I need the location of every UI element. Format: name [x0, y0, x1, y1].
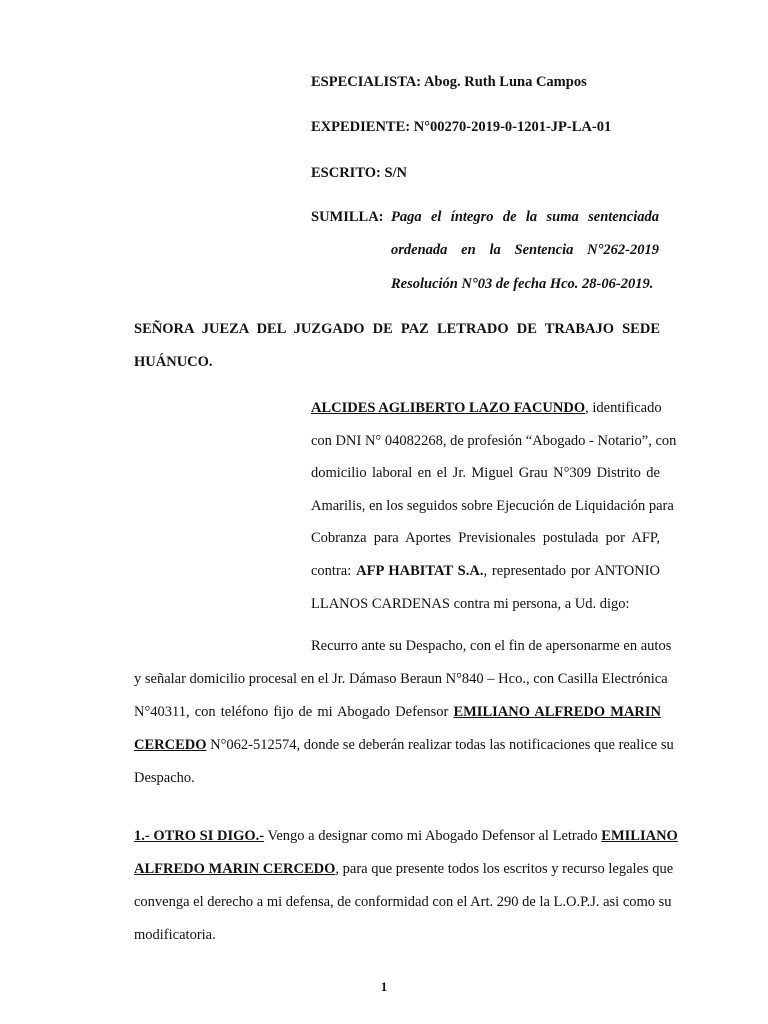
expediente-line: EXPEDIENTE: N°00270-2019-0-1201-JP-LA-01 — [311, 119, 612, 135]
sumilla-line-3: Resolución N°03 de fecha Hco. 28-06-2019. — [391, 276, 654, 292]
sumilla-label: SUMILLA: — [311, 209, 384, 225]
body-line-4-rest: N°062-512574, donde se deberán realizar todas las notificaciones que realice su — [206, 737, 674, 753]
petitioner-name: ALCIDES AGLIBERTO LAZO FACUNDO — [311, 400, 586, 416]
especialista-line: ESPECIALISTA: Abog. Ruth Luna Campos — [311, 74, 587, 90]
addressee-line-2: HUÁNUCO. — [134, 354, 213, 370]
body-line-3 — [134, 704, 661, 721]
page-number: 1 — [380, 979, 388, 994]
intro-line-5: Cobranza para Aportes Previsionales postulada por AFP, — [311, 530, 660, 546]
intro-line-3: domicilio laboral en el Jr. Miguel Grau N°309 Distrito de — [311, 465, 660, 481]
otrosi-lawyer-name-part-1: EMILIANO — [601, 828, 678, 844]
otrosi-line-1-rest: Vengo a designar como mi Abogado Defensor al Letrado — [264, 828, 602, 844]
sumilla-line-1: Paga el íntegro de la suma sentenciada — [391, 209, 659, 225]
otrosi-line-1 — [134, 828, 678, 845]
otrosi-line-2-rest: , para que presente todos los escritos y recurso legales que — [335, 861, 674, 877]
body-line-5: Despacho. — [134, 770, 195, 786]
intro-line-1 — [311, 400, 660, 417]
intro-line-1-rest: , identificado — [585, 400, 662, 416]
otrosi-lawyer-name-part-2: ALFREDO MARIN CERCEDO — [134, 861, 336, 877]
intro-line-2: con DNI N° 04082268, de profesión “Abogado - Notario”, con — [311, 433, 677, 449]
escrito-line: ESCRITO: S/N — [311, 165, 408, 181]
body-line-3-pre: N°40311, con teléfono fijo de mi Abogado Defensor — [134, 704, 454, 720]
otrosi-line-3: convenga el derecho a mi defensa, de conformidad con el Art. 290 de la L.O.P.J. asi como su — [134, 894, 672, 910]
lawyer-name-part-2: CERCEDO — [134, 737, 207, 753]
addressee-line-1: SEÑORA JUEZA DEL JUZGADO DE PAZ LETRADO DE TRABAJO SEDE — [134, 321, 660, 337]
otrosi-line-4: modificatoria. — [134, 927, 216, 943]
otrosi-line-2 — [134, 861, 674, 878]
body-line-1: Recurro ante su Despacho, con el fin de apersonarme en autos — [311, 638, 672, 654]
intro-line-6-rest: , representado por ANTONIO — [483, 563, 660, 579]
sumilla-line-2: ordenada en la Sentencia N°262-2019 — [391, 242, 659, 258]
defendant-name: AFP HABITAT S.A. — [356, 563, 484, 579]
otrosi-label: 1.- OTRO SI DIGO.- — [134, 828, 265, 844]
intro-line-4: Amarilis, en los seguidos sobre Ejecución de Liquidación para — [311, 498, 674, 514]
intro-line-6-pre: contra: — [311, 563, 357, 579]
body-line-4 — [134, 737, 674, 754]
lawyer-name-part-1: EMILIANO ALFREDO MARIN — [453, 704, 661, 720]
intro-line-7: LLANOS CARDENAS contra mi persona, a Ud. digo: — [311, 596, 630, 612]
intro-line-6 — [311, 563, 660, 580]
body-line-2: y señalar domicilio procesal en el Jr. Dámaso Beraun N°840 – Hco., con Casilla Electrónica — [134, 671, 668, 687]
